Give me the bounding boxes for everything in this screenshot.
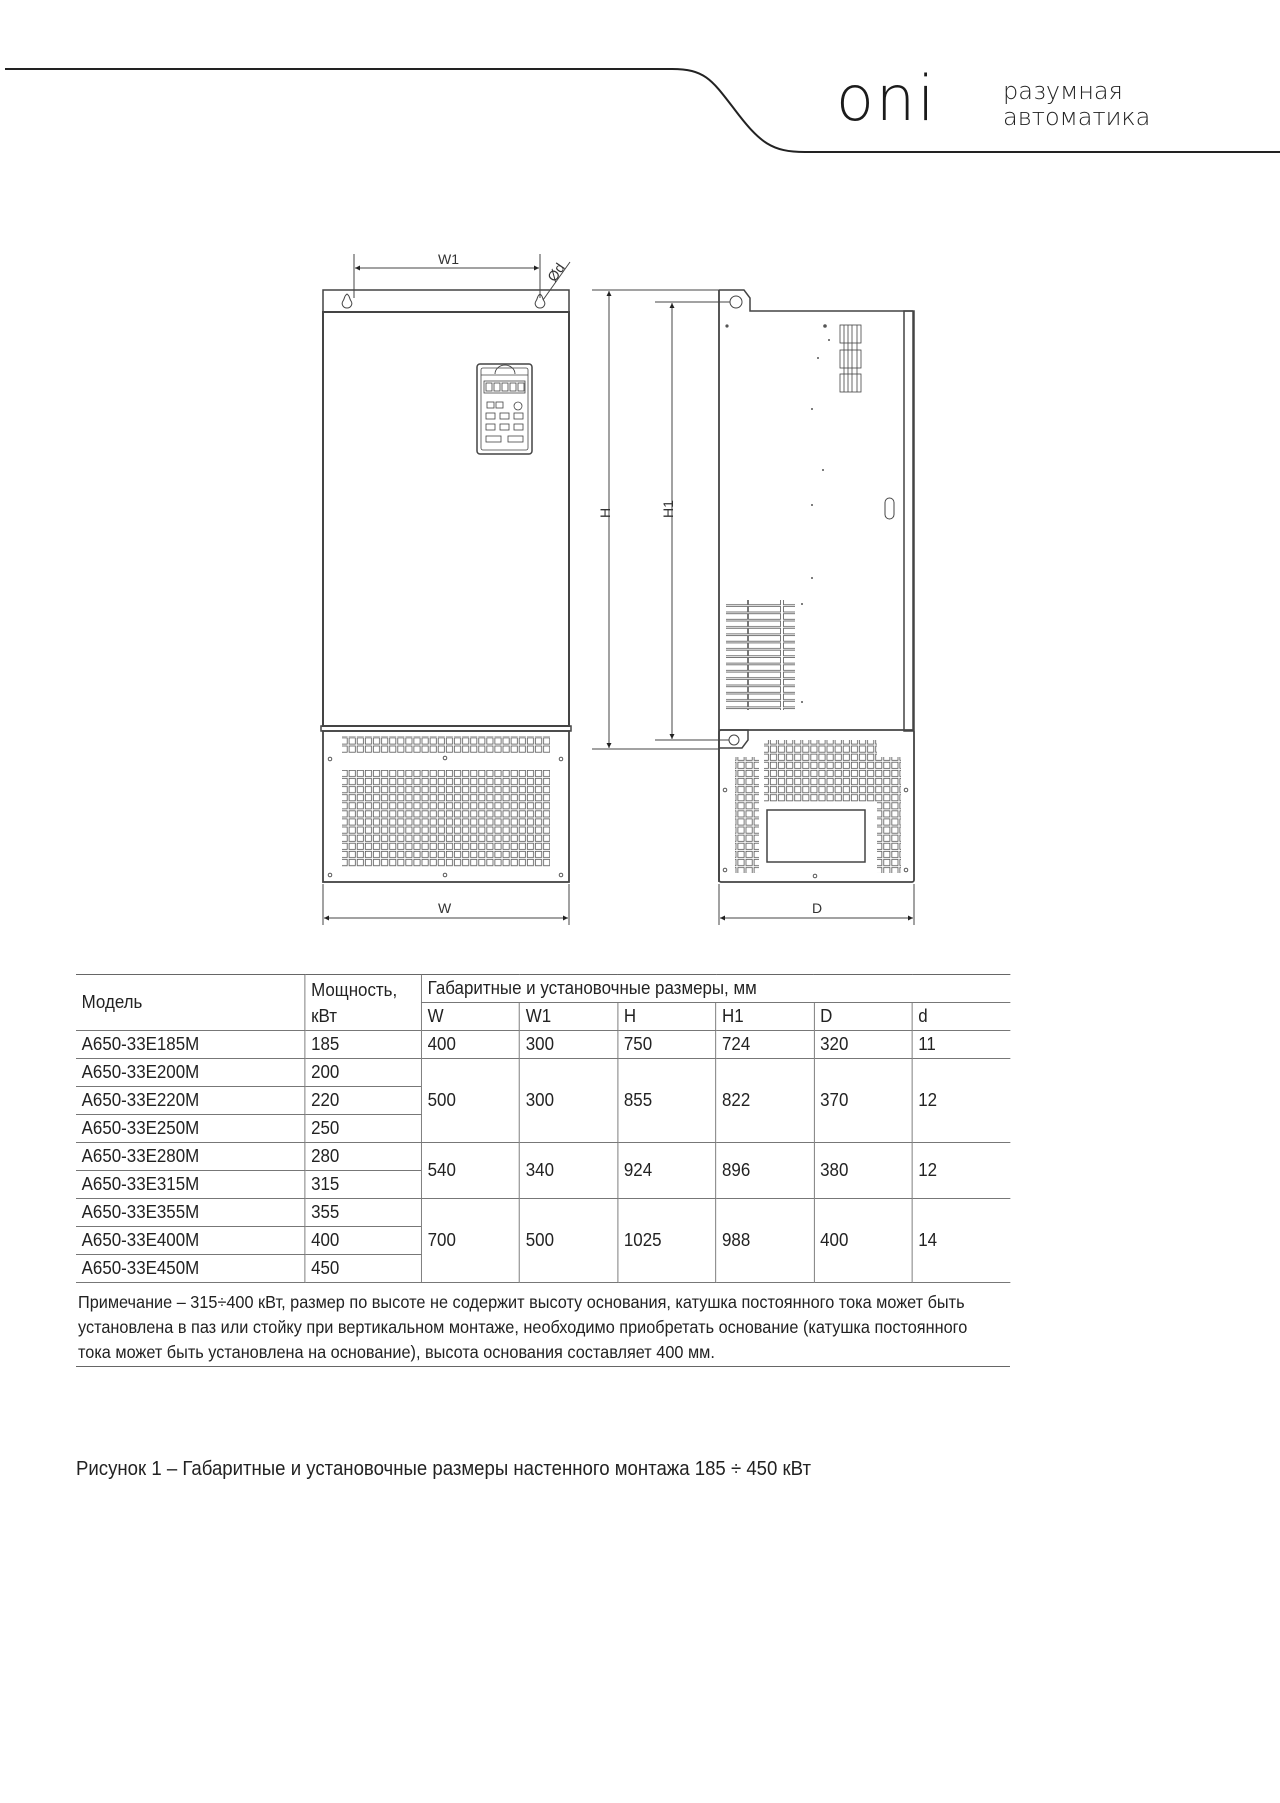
d-cell: 12 <box>912 1059 1010 1143</box>
depth-cell: 370 <box>814 1059 912 1143</box>
brand-logo: oni <box>836 62 937 135</box>
h1-cell: 822 <box>716 1059 814 1143</box>
dim-label-w1: W1 <box>438 251 459 267</box>
w1-cell: 300 <box>520 1059 618 1143</box>
d-cell: 12 <box>912 1143 1010 1199</box>
header-h1: H1 <box>716 1003 814 1031</box>
front-top-bracket <box>323 290 569 312</box>
table-row <box>76 1143 1010 1171</box>
dim-label-depth: D <box>812 900 823 916</box>
note-divider <box>76 1366 1010 1367</box>
depth-cell: 320 <box>814 1031 912 1059</box>
header-d: d <box>912 1003 1010 1031</box>
dim-label-h1: H1 <box>660 500 676 518</box>
header-power: Мощность, кВт <box>305 975 422 1031</box>
table-note: Примечание – 315÷400 кВт, размер по высоте не содержит высоту основания, катушка постоянного тока может быть установлена в паз или стойку при вертикальном монтаже, необходимо приобретать основание (катушка постоянного тока может быть установлена на основание), высота основания составляет 400 мм. <box>78 1292 968 1362</box>
w-cell: 500 <box>422 1059 520 1143</box>
power-cell: 250 <box>305 1115 422 1143</box>
power-cell: 400 <box>305 1227 422 1255</box>
header-depth: D <box>814 1003 912 1031</box>
model-cell: A650-33E185M <box>76 1031 305 1059</box>
header-h: H <box>618 1003 716 1031</box>
model-cell: A650-33E355M <box>76 1199 305 1227</box>
model-cell: A650-33E400M <box>76 1227 305 1255</box>
h1-cell: 988 <box>716 1199 814 1283</box>
power-cell: 200 <box>305 1059 422 1087</box>
power-cell: 450 <box>305 1255 422 1283</box>
model-cell: A650-33E450M <box>76 1255 305 1283</box>
side-base-cutout <box>767 810 865 862</box>
h1-cell: 896 <box>716 1143 814 1199</box>
power-cell: 280 <box>305 1143 422 1171</box>
h-cell: 1025 <box>618 1199 716 1283</box>
w1-cell: 340 <box>520 1143 618 1199</box>
side-view <box>719 290 914 882</box>
keyhole-mount-left <box>342 294 352 308</box>
h1-cell: 724 <box>716 1031 814 1059</box>
power-cell: 315 <box>305 1171 422 1199</box>
tagline-line-1: разумная <box>1003 77 1123 105</box>
model-cell: A650-33E250M <box>76 1115 305 1143</box>
dim-label-diameter: Ød <box>543 259 568 285</box>
front-view <box>321 290 571 882</box>
side-vent-slots <box>726 600 795 710</box>
power-cell: 220 <box>305 1087 422 1115</box>
d-cell: 11 <box>912 1031 1010 1059</box>
tagline-line-2: автоматика <box>1003 103 1151 131</box>
h-cell: 750 <box>618 1031 716 1059</box>
dim-label-h: H <box>597 507 613 518</box>
depth-cell: 380 <box>814 1143 912 1199</box>
table-row <box>76 1059 1010 1087</box>
vent-grid-main <box>342 770 550 867</box>
header-model: Модель <box>76 975 305 1031</box>
w1-cell: 300 <box>520 1031 618 1059</box>
w-cell: 540 <box>422 1143 520 1199</box>
model-cell: A650-33E200M <box>76 1059 305 1087</box>
dimensions-table <box>76 974 1010 1283</box>
d-cell: 14 <box>912 1199 1010 1283</box>
dim-label-w: W <box>438 900 452 916</box>
w-cell: 700 <box>422 1199 520 1283</box>
power-cell: 185 <box>305 1031 422 1059</box>
w-cell: 400 <box>422 1031 520 1059</box>
model-cell: A650-33E280M <box>76 1143 305 1171</box>
header-w1: W1 <box>520 1003 618 1031</box>
w1-cell: 500 <box>520 1199 618 1283</box>
header-dims-group: Габаритные и установочные размеры, мм <box>422 975 1011 1003</box>
keypad-panel <box>477 364 532 454</box>
header-w: W <box>422 1003 520 1031</box>
power-cell: 355 <box>305 1199 422 1227</box>
model-cell: A650-33E315M <box>76 1171 305 1199</box>
depth-cell: 400 <box>814 1199 912 1283</box>
table-row <box>76 1199 1010 1227</box>
h-cell: 855 <box>618 1059 716 1143</box>
side-vents-top <box>840 325 861 392</box>
model-cell: A650-33E220M <box>76 1087 305 1115</box>
vent-grid-top <box>342 736 550 753</box>
table-row <box>76 1031 1010 1059</box>
h-cell: 924 <box>618 1143 716 1199</box>
figure-caption: Рисунок 1 – Габаритные и установочные размеры настенного монтажа 185 ÷ 450 кВт <box>76 1458 811 1480</box>
